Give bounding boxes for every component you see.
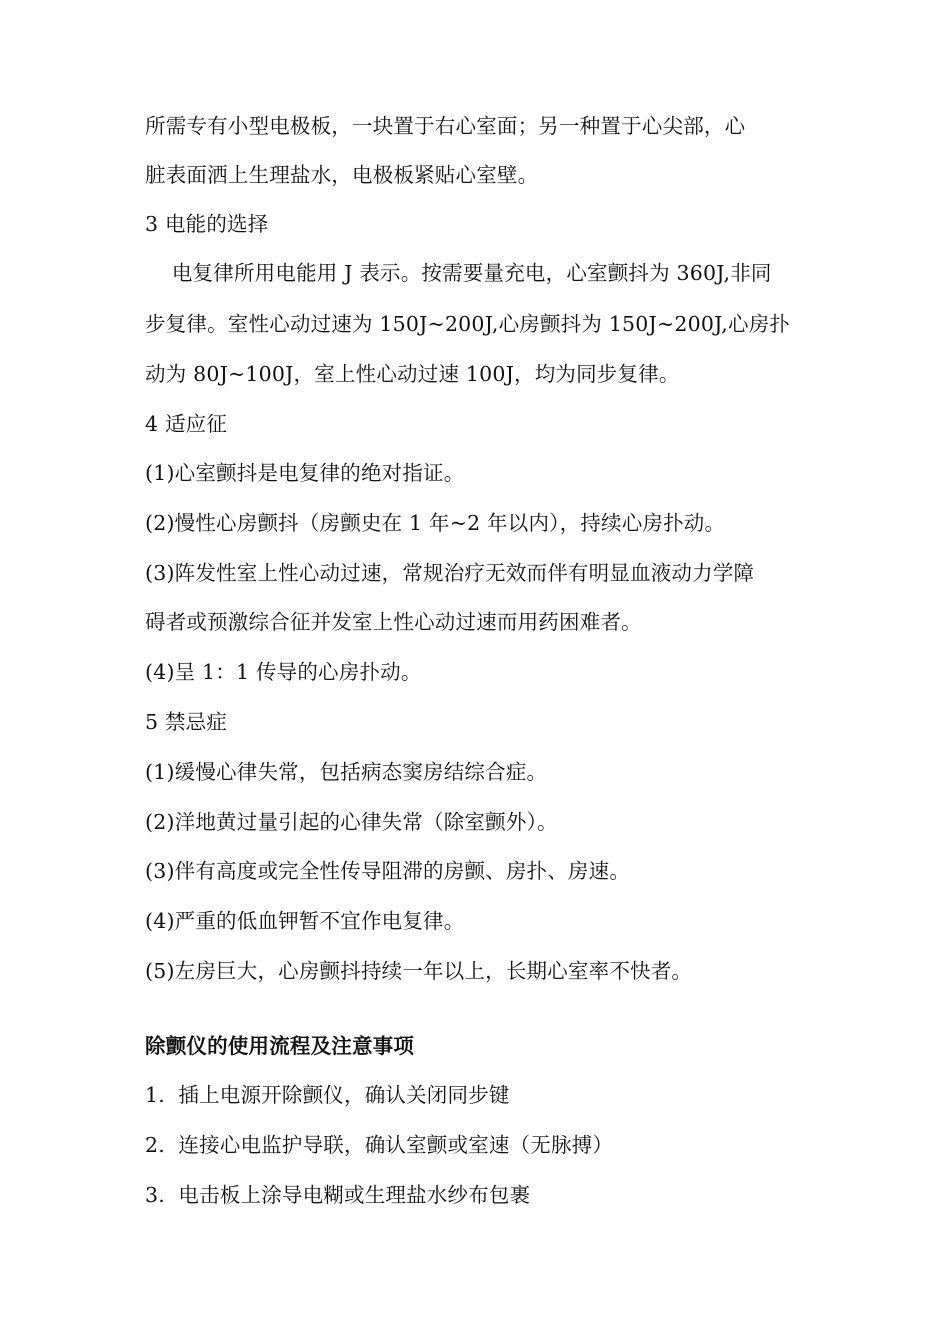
- procedure-step-3: 3. 电击板上涂导电糊或生理盐水纱布包裹: [145, 1183, 531, 1207]
- procedure-step-1: 1. 插上电源开除颤仪，确认关闭同步键: [145, 1083, 510, 1107]
- section-5-item-2: (2)洋地黄过量引起的心律失常（除室颤外）。: [145, 810, 558, 834]
- intro-line-2: 脏表面洒上生理盐水，电极板紧贴心室壁。: [145, 163, 539, 187]
- section-4-item-4: (4)呈 1：1 传导的心房扑动。: [145, 660, 422, 684]
- section-3-heading: 3 电能的选择: [145, 212, 269, 236]
- section-4-item-3: (3)阵发性室上性心动过速，常规治疗无效而伴有明显血液动力学障: [145, 561, 755, 585]
- section-4-item-1: (1)心室颤抖是电复律的绝对指证。: [145, 461, 465, 485]
- procedure-step-2: 2. 连接心电监护导联，确认室颤或室速（无脉搏）: [145, 1133, 614, 1157]
- section-3-line-1: 电复律所用电能用 J 表示。按需要量充电，心室颤抖为 360J,非同: [145, 261, 772, 285]
- section-5-item-4: (4)严重的低血钾暂不宜作电复律。: [145, 909, 465, 933]
- section-4-heading: 4 适应征: [145, 412, 228, 436]
- section-3-line-3: 动为 80J~100J，室上性心动过速 100J，均为同步复律。: [145, 362, 680, 386]
- section-5-item-3: (3)伴有高度或完全性传导阻滞的房颤、房扑、房速。: [145, 859, 631, 883]
- section-4-item-2: (2)慢性心房颤抖（房颤史在 1 年~2 年以内），持续心房扑动。: [145, 511, 726, 535]
- section-5-heading: 5 禁忌症: [145, 710, 228, 734]
- section-3-line-2: 步复律。室性心动过速为 150J~200J,心房颤抖为 150J~200J,心房扑: [145, 312, 791, 336]
- intro-line-1: 所需专有小型电极板，一块置于右心室面；另一种置于心尖部，心: [145, 114, 746, 138]
- section-4-item-3-cont: 碍者或预激综合征并发室上性心动过速而用药困难者。: [145, 610, 642, 634]
- section-5-item-5: (5)左房巨大，心房颤抖持续一年以上，长期心室率不快者。: [145, 959, 693, 983]
- procedure-heading: 除颤仪的使用流程及注意事项: [145, 1034, 415, 1058]
- section-5-item-1: (1)缓慢心律失常，包括病态窦房结综合症。: [145, 760, 548, 784]
